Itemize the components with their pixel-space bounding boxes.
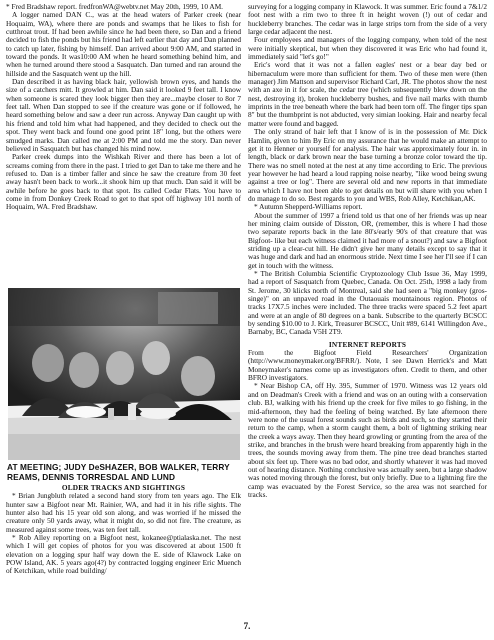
article-paragraph: Parker creek dumps into the Wishkah River and there has been a lot of screams coming from there in the past. I tried to get Dan to take me there and he refused to. Dan is a timber faller and since he saw the creature from 30 feet away hasn't been back to work...it shook him up that much. Dan said it will be awhile before he goes back to that spot. Its called Cedar Flats. You have to come in from Donkey Creek Road to get to that spot off highway 101 north of Hoquaim, WA. Fred Bradshaw.	[6, 152, 241, 212]
photo-caption: AT MEETING; JUDY DeSHAZER, BOB WALKER, TERRY REAMS, DENNIS TORRESDAL AND LUND	[7, 462, 230, 482]
section-heading: INTERNET REPORTS	[328, 339, 407, 349]
article-paragraph: * Brian Jungbluth related a second hand story from ten years ago. The Elk hunter saw a Bigfoot near Mt. Rainier, WA, and had it in his rifle sights. The hunter also had his 15 year old son along, and was worried if he missed the creature only 50 yards away, what it might do, so did not fire. The creature, as measured against some trees, was ten feet tall.	[6, 491, 241, 534]
article-paragraph: * Near Bishop CA, off Hy. 395, Summer of 1970. Witness was 12 years old and on Deadman's Creek with a friend and was on an outing with a conservation club. BJ, walking with his friend up the creek for five miles to go fishing, in the mid-afternoon, they had the feeling of being watched. By late afternoon there were none of the usual forest sounds such as birds and such, so they started their return to the camp, when a storm caught them, a bolt of lightning striking near the creek a ways away. Then they heard growling or grunting from the area of the strike, and branches in the brush were heard breaking from apparently high in the trees, the sounds moving away from them. The pine tree dead branches started about six feet up. There was no bad odor, and shortly whatever it was had moved out of hearing distance. Nothing conclusive was actually seen, but a large shadow was noted moving through the forest, but only briefly. Due to a lightning fire the camp was evacuated by the Forest Service, so the area was not searched for tracks.	[248, 381, 487, 499]
article-paragraph: surveying for a logging company in Klawock. It was summer. Eric found a 7&1/2 foot nest with a rim two to three ft in height woven (!) out of cedar and huckleberry branches. The cedar was in large strips torn from the side of a very large cedar adjacent the nest.	[248, 2, 487, 37]
older-tracks-section	[6, 484, 241, 576]
article-paragraph: From the Bigfoot Field Researchers' Organization (http://www.moneymaker.org/BFRR/). Note, I see Dawn Herrick's and Matt Moneymaker's names come up as investigators often. Credit to them, and other BFRO investigators.	[248, 348, 487, 383]
right-column	[248, 3, 487, 499]
meeting-photo	[8, 288, 240, 460]
article-paragraph: Eric's word that it was not a fallen eagles' nest or a bear day bed or hibernaculum were more than sufficient for them. Two of these men were (then manager) Jim Mattson and supervisor Richard Carl, JR. The photos show the nest with an axe in it for scale, the cedar tree (which subsequently blew down on the nest, destroying it), broken huckleberry bushes, and five nail marks with thumb imprints in the tree beneath where the bark had been torn off. The finger tips span 8" but the thumbprint is not abducted, very simian looking. Hair and nearby fecal matter were found and bagged.	[248, 60, 487, 128]
article-paragraph: Dan described it as having black hair, yellowish brown eyes, and hands the size of a catchers mitt. It growled at him. Dan said it looked 9 feet tall. I know when someone is scared they look bigger then they are...maybe closer to 8or 7 feet tall. When Dan stopped to see if the creature was gone or if followed, he heard something below and saw a deer run across. Anyway Dan caught up with his friend and told him what had happened, and they decided to check out the spot. They went back and found one good print 18" long, but the others were smudged marks. Dan called me at 2:00 PM and told me the story. Dan never believed in Sasquatch but has changed his mind now.	[6, 77, 241, 153]
article-paragraph: * The British Columbia Scientific Cryptozoology Club Issue 36, May 1999, had a report of Sasquatch from Quebec, Canada. On Oct. 25th, 1998 a lady from St. Jerome, 30 klicks north of Montreal, said she had seen a "big monkey (gros-singe)" on an unpaved road in the Outaouais mountainous region. Photos of tracks 17X7.5 inches were included. The three tracks were spaced 5.2 feet apart and were at an angle of 80 degrees on a bank. Subscribe to the quarterly BCSCC by sending $10.00 to J. Kirk, Treasurer BCSCC, Unit #89, 6141 Willingdon Ave., Barnaby, BC, Canada V5H 2T9.	[248, 269, 487, 337]
meeting-photo-image	[8, 288, 240, 460]
article-paragraph: * Autumn Shepperd-Williams report.	[254, 202, 363, 212]
article-paragraph: * Fred Bradshaw report. fredfronWA@webtv.net May 20th, 1999, 10 AM.	[6, 2, 224, 11]
article-paragraph: The only strand of hair left that I know of is in the possession of Mr. Dick Hamlin, given to him By Eric on my assurance that he would make an attempt to get it to Henner or yourself for analysis. The hair was approximately four in. in length, black or dark brown near the base turning a bronze color toward the tip. There was no smell noted at the nest at any time according to Eric. The previous year however he had heard a loud rapping noise nearby, "like wood being swung against a tree or log". There are several old and new reports in that immediate area which I have not been able to get details on but will share with you when I do manage to do so. Best regards to you and WBS, Rob Alley, Ketchikan,AK.	[248, 127, 487, 203]
article-paragraph: Four employees and managers of the logging company, when told of the nest were initially skeptical, but when they discovered it was Eric who had found it, immediately said "let's go!"	[248, 35, 487, 62]
page-number: 7.	[243, 621, 251, 631]
article-paragraph: A logger named DAN C., was at the head waters of Parker creek (near Hoquaim, WA), where there are ponds and swamps that he likes to fish for cutthroat trout. If had been awhile since he had been there, so Dan and a friend decided to fish the ponds but his friend had left earlier that day and Dan planned to catch up later, fishing by himself. Dan arrived about 9:00 AM, and started in toward the ponds. It was10:00 AM when he heard something behind him, and when he turned around there stood a Sasquatch. Dan turned and ran around the hillside and the Sasquatch went up the hill.	[6, 10, 241, 78]
article-paragraph: * Rob Alley reporting on a Bigfoot nest, kokanee@ptialaska.net. The nest which I will get copies of photos for you was discovered at about 1500 ft elevation on a logging spur half way down the E. side of Klawock Lake on POW Island, AK. 5 years ago(4?) by contracted logging engineer Eric Muench of Ketchikan, while road building/	[6, 533, 241, 576]
section-heading: OLDER TRACKS AND SIGHTINGS	[61, 483, 186, 492]
left-column	[6, 3, 241, 212]
article-paragraph: About the summer of 1997 a friend told us that one of her friends was up near her mining claim outside of Disston, OR, (remember, this is where I had those two separate reports back in the late 80's/early 90's of that creature that was Bigfoot- like but each witness claimed it had more of a snout?) and saw a Bigfoot striding up a clear-cut hill. He didn't give her many details except to say that it was huge and dark and had an enormous stride. Next time I see her I'll see if I can get in touch with the witness.	[248, 210, 487, 270]
